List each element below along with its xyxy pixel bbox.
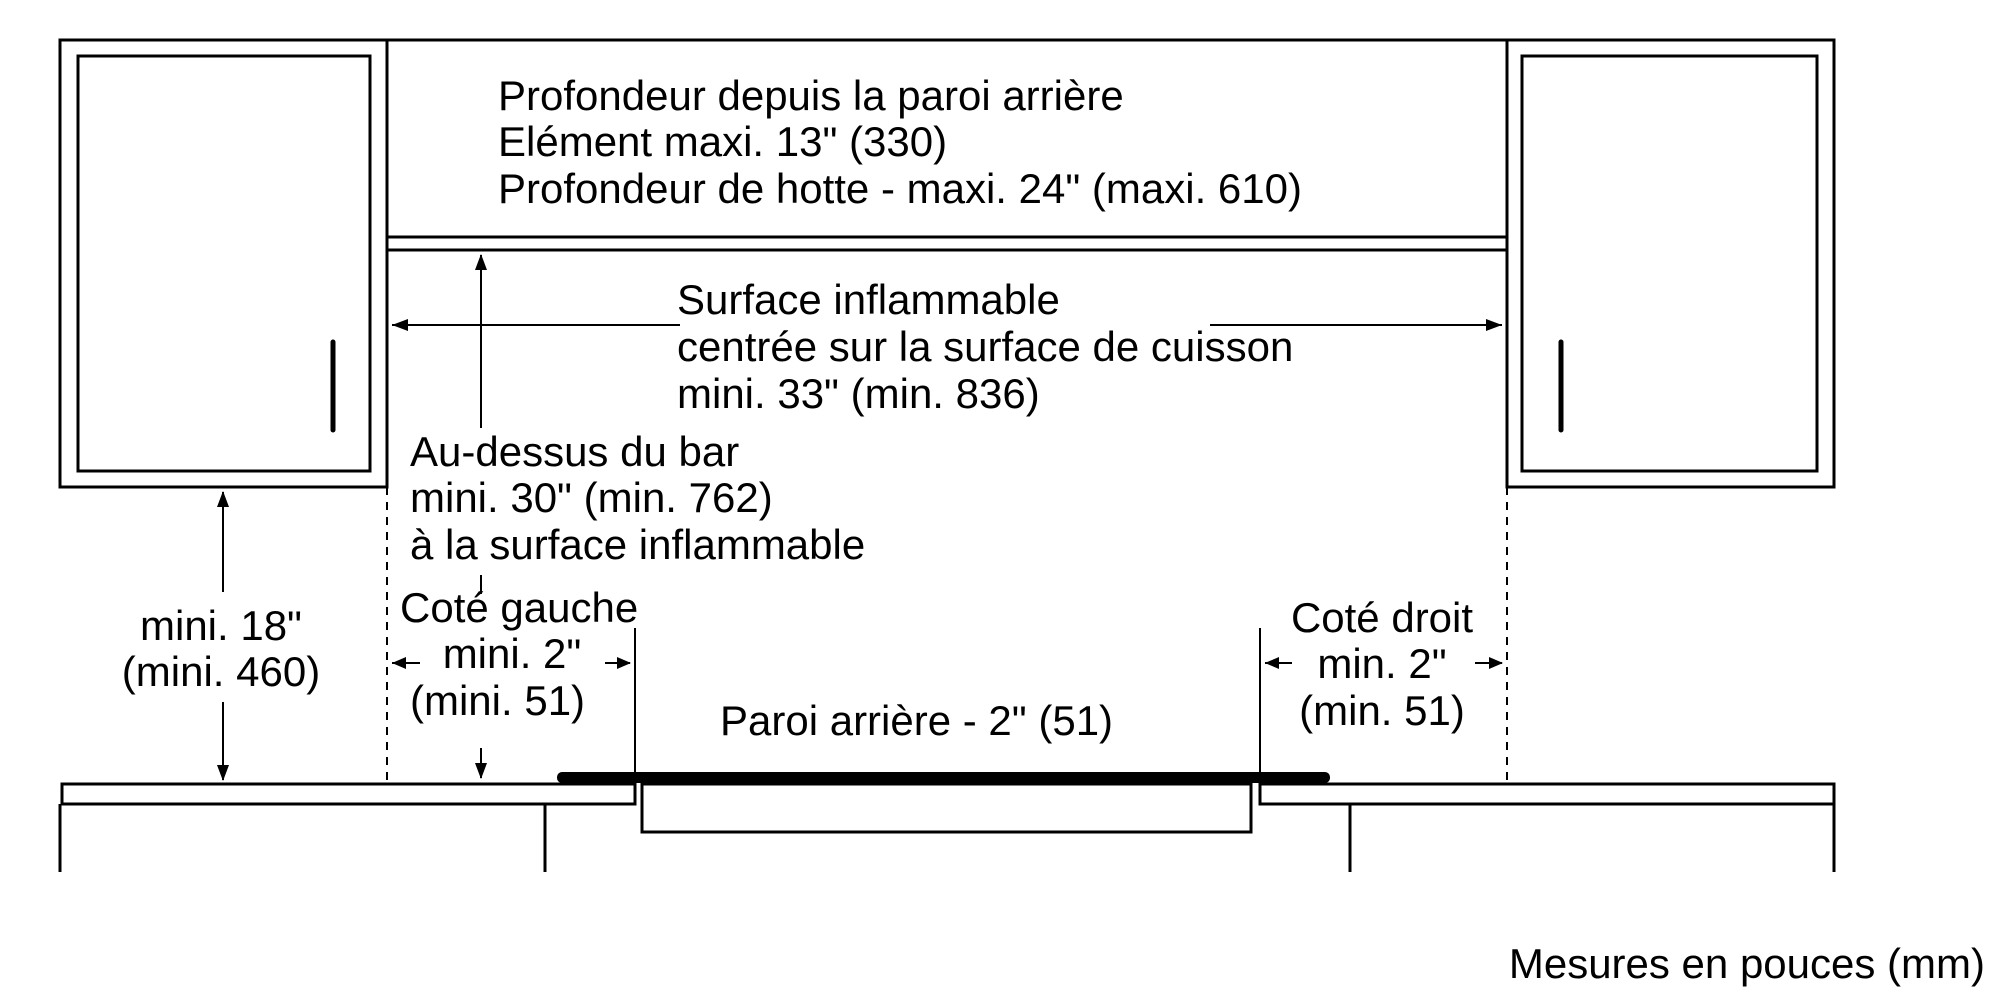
cabinet-height-line2: (mini. 460) — [121, 648, 321, 695]
right-side-line1: Coté droit — [1290, 594, 1474, 641]
hood-depth-line1: Profondeur depuis la paroi arrière — [498, 72, 1124, 119]
left-upper-cabinet — [60, 40, 387, 487]
right-side-line2: min. 2" — [1317, 640, 1447, 687]
units-note: Mesures en pouces (mm) — [1508, 940, 1985, 987]
cooktop — [557, 772, 1330, 832]
left-side-line1: Coté gauche — [400, 584, 639, 631]
left-countertop — [60, 784, 635, 872]
left-side-line3: (mini. 51) — [410, 677, 586, 724]
right-countertop — [1260, 784, 1834, 872]
cabinet-height-label — [122, 602, 320, 695]
left-side-label — [400, 584, 638, 724]
above-bar-line1: Au-dessus du bar — [410, 428, 740, 475]
cooktop-body — [642, 784, 1251, 832]
flammable-width-line3: mini. 33" (min. 836) — [677, 370, 1040, 417]
flammable-width-label — [677, 276, 1293, 417]
flammable-width-line2: centrée sur la surface de cuisson — [677, 323, 1294, 370]
above-bar-line3: à la surface inflammable — [410, 521, 866, 568]
hood-depth-line3: Profondeur de hotte - maxi. 24" (maxi. 610) — [498, 165, 1302, 212]
flammable-width-line1: Surface inflammable — [677, 276, 1060, 323]
left-side-line2: mini. 2" — [442, 630, 582, 677]
right-side-label — [1291, 594, 1473, 734]
right-upper-cabinet — [1507, 40, 1834, 487]
above-bar-line2: mini. 30" (min. 762) — [410, 474, 773, 521]
cabinet-height-line1: mini. 18" — [140, 602, 302, 649]
right-side-line3: (min. 51) — [1299, 687, 1465, 734]
hood-depth-label — [498, 72, 1302, 212]
above-bar-label — [410, 428, 865, 568]
cooktop-glass — [557, 772, 1330, 783]
rear-wall-label: Paroi arrière - 2" (51) — [720, 697, 1114, 744]
hood-depth-line2: Elément maxi. 13" (330) — [498, 118, 948, 165]
